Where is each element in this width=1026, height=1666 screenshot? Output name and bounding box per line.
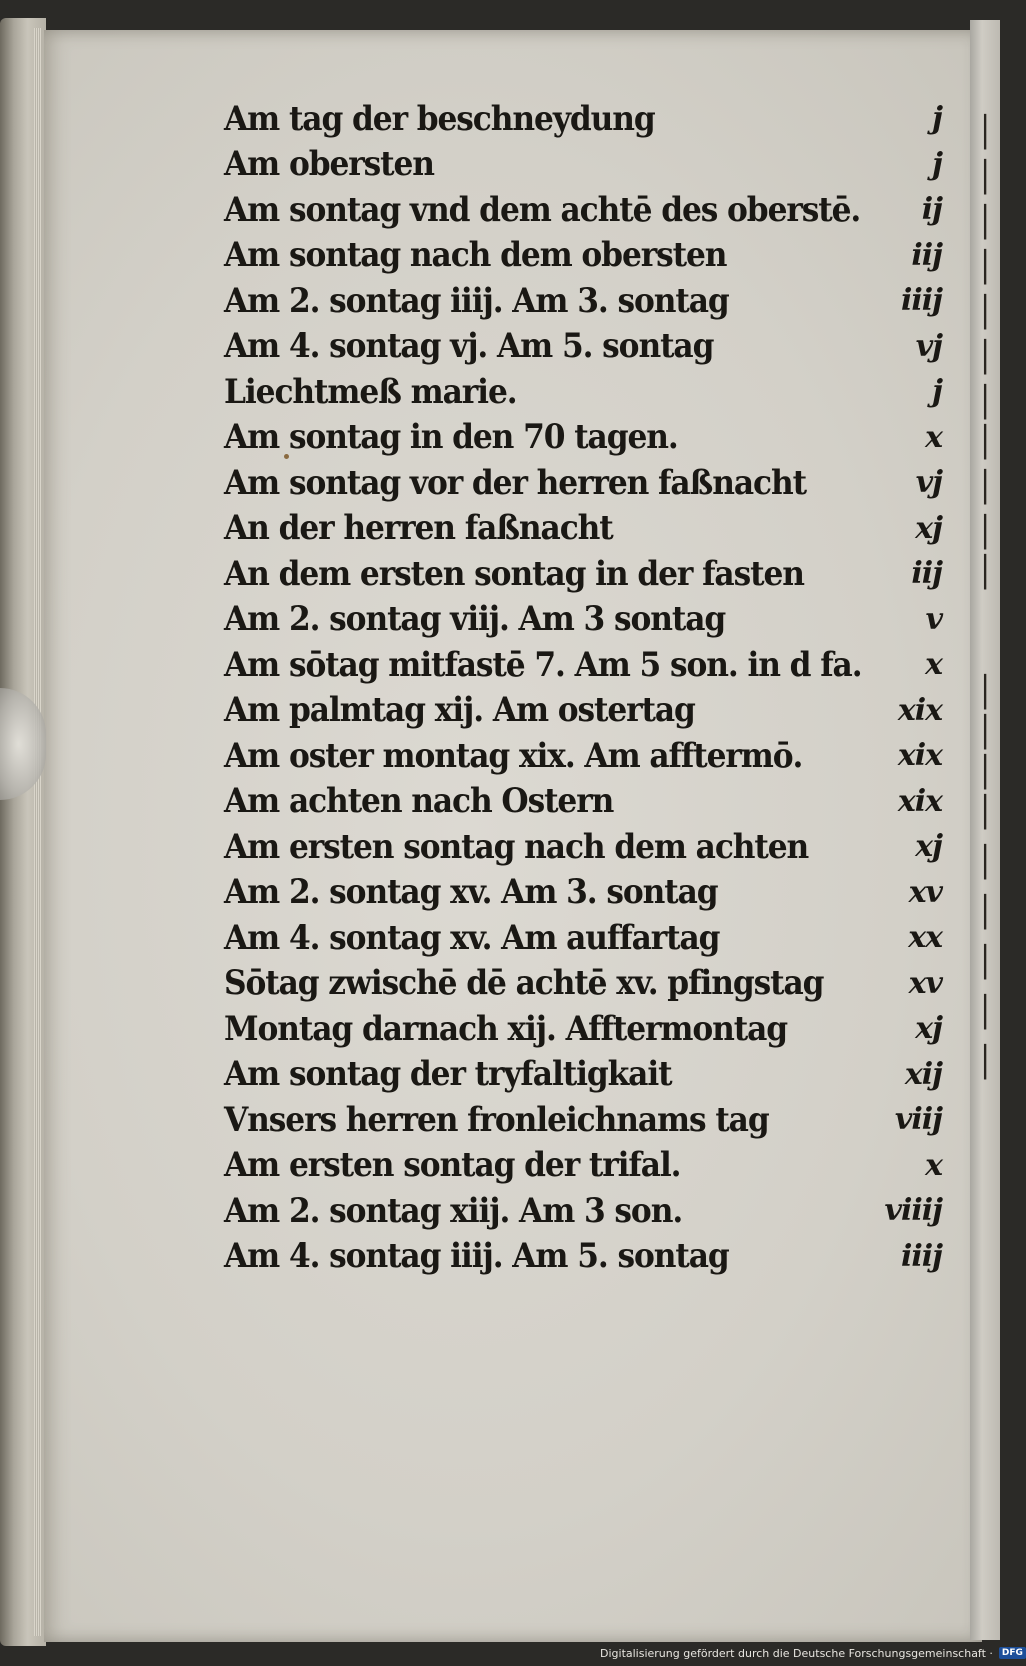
entry-number: x	[925, 1147, 942, 1183]
entry-number: v	[925, 601, 942, 637]
entry-text: Am palmtag xij. Am ostertag	[224, 690, 695, 731]
entry-number: iij	[911, 556, 942, 592]
entry-text: Am sontag vnd dem achtē des oberstē.	[224, 189, 861, 230]
list-item	[224, 415, 954, 461]
facing-page-glyph-fragment: │	[976, 340, 995, 375]
entry-number: xx	[908, 920, 942, 956]
list-item	[224, 688, 954, 734]
entry-number: x	[925, 419, 942, 455]
entry-number: x	[925, 647, 942, 683]
facing-page-edge	[970, 20, 1000, 1640]
entry-number: vj	[915, 328, 942, 364]
list-item	[224, 642, 954, 688]
entry-text: Am sontag vor der herren faßnacht	[224, 462, 806, 503]
entry-number: xix	[897, 783, 942, 819]
facing-page-glyph-fragment: │	[976, 250, 995, 285]
entry-number: j	[932, 146, 942, 182]
entry-number: iij	[911, 237, 942, 273]
facing-page-glyph-fragment: │	[976, 995, 995, 1030]
facing-page-glyph-fragment: │	[976, 425, 995, 460]
dfg-logo: DFG	[999, 1647, 1026, 1659]
entry-text: Am sōtag mitfastē 7. Am 5 son. in d fa.	[224, 644, 862, 685]
list-item	[224, 1188, 954, 1234]
list-item	[224, 1097, 954, 1143]
facing-page-glyph-fragment: │	[976, 385, 995, 420]
list-item	[224, 779, 954, 825]
list-item	[224, 870, 954, 916]
list-item	[224, 1234, 954, 1280]
list-item	[224, 915, 954, 961]
entry-text: Am sontag der tryfaltigkait	[224, 1054, 672, 1095]
entry-number: viij	[894, 1102, 942, 1138]
entry-number: vj	[915, 465, 942, 501]
entry-text: An dem ersten sontag in der fasten	[224, 553, 804, 594]
entry-text: Am sontag nach dem obersten	[224, 235, 727, 276]
entry-number: xix	[897, 738, 942, 774]
list-item	[224, 551, 954, 597]
entry-text: Am ersten sontag nach dem achten	[224, 826, 809, 867]
list-item	[224, 369, 954, 415]
list-item	[224, 733, 954, 779]
entry-number: xv	[908, 965, 942, 1001]
list-item	[224, 1052, 954, 1098]
calendar-list	[224, 96, 954, 1279]
entry-text: Am oster montag xix. Am afftermō.	[224, 735, 803, 776]
list-item	[224, 233, 954, 279]
entry-text: Vnsers herren fronleichnams tag	[224, 1099, 769, 1140]
entry-text: Am 2. sontag viij. Am 3 sontag	[224, 599, 726, 640]
facing-page-glyph-fragment: │	[976, 470, 995, 505]
facing-page-glyph-fragment: │	[976, 845, 995, 880]
entry-text: An der herren faßnacht	[224, 508, 613, 549]
list-item	[224, 1143, 954, 1189]
facing-page-glyph-fragment: │	[976, 515, 995, 550]
list-item	[224, 324, 954, 370]
list-item	[224, 187, 954, 233]
entry-text: Sōtag zwischē dē achtē xv. pfingstag	[224, 963, 824, 1004]
entry-number: viiij	[884, 1193, 942, 1229]
list-item	[224, 824, 954, 870]
list-item	[224, 278, 954, 324]
list-item	[224, 506, 954, 552]
entry-number: xj	[915, 1011, 942, 1047]
entry-text: Am obersten	[224, 144, 434, 185]
facing-page-glyph-fragment: │	[976, 715, 995, 750]
entry-number: xix	[897, 692, 942, 728]
entry-number: xj	[915, 510, 942, 546]
facing-page-glyph-fragment: │	[976, 945, 995, 980]
entry-text: Am 4. sontag iiij. Am 5. sontag	[224, 1236, 729, 1277]
facing-page-glyph-fragment: │	[976, 895, 995, 930]
list-item	[224, 597, 954, 643]
facing-page-glyph-fragment: │	[976, 205, 995, 240]
facing-page-glyph-fragment: │	[976, 160, 995, 195]
entry-text: Am 2. sontag xv. Am 3. sontag	[224, 872, 718, 913]
facing-page-glyph-fragment: │	[976, 675, 995, 710]
entry-number: xij	[904, 1056, 942, 1092]
entry-number: j	[932, 374, 942, 410]
entry-text: Am tag der beschneydung	[224, 98, 655, 139]
entry-text: Am 4. sontag xv. Am auffartag	[224, 917, 720, 958]
entry-number: xv	[908, 874, 942, 910]
entry-number: iiij	[900, 1238, 942, 1274]
facing-page-glyph-fragment: │	[976, 555, 995, 590]
entry-text: Am 4. sontag vj. Am 5. sontag	[224, 326, 714, 367]
entry-text: Am achten nach Ostern	[224, 781, 614, 822]
facing-page-glyph-fragment: │	[976, 755, 995, 790]
list-item	[224, 961, 954, 1007]
list-item	[224, 96, 954, 142]
entry-number: iiij	[900, 283, 942, 319]
entry-number: j	[932, 101, 942, 137]
facing-page-glyph-fragment: │	[976, 1045, 995, 1080]
entry-number: ij	[921, 192, 942, 228]
facing-page-glyph-fragment: │	[976, 295, 995, 330]
footer-credit: Digitalisierung gefördert durch die Deutsche Forschungsgemeinschaft ·	[600, 1646, 993, 1660]
facing-page-glyph-fragment: │	[976, 115, 995, 150]
entry-text: Montag darnach xij. Afftermontag	[224, 1008, 788, 1049]
entry-text: Am 2. sontag xiij. Am 3 son.	[224, 1190, 683, 1231]
entry-text: Am 2. sontag iiij. Am 3. sontag	[224, 280, 729, 321]
entry-number: xj	[915, 829, 942, 865]
facing-page-glyph-fragment: │	[976, 795, 995, 830]
entry-text: Am ersten sontag der trifal.	[224, 1145, 681, 1186]
entry-text: Am sontag in den 70 tagen.	[224, 417, 678, 458]
list-item	[224, 1006, 954, 1052]
entry-text: Liechtmeß marie.	[224, 371, 517, 412]
page-stack-edge	[0, 18, 46, 1646]
footer	[600, 1644, 1026, 1662]
list-item	[224, 142, 954, 188]
list-item	[224, 460, 954, 506]
